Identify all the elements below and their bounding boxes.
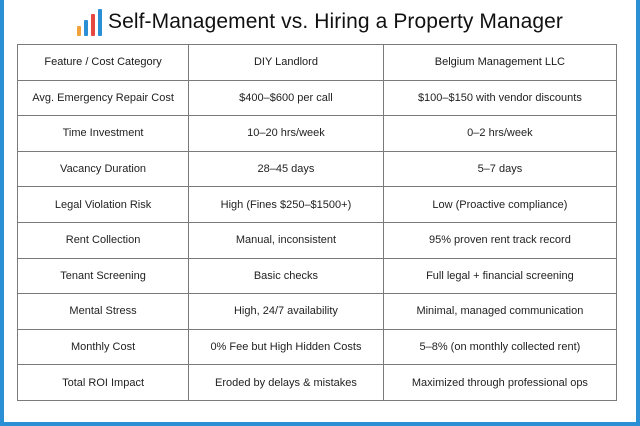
feature-cell: Monthly Cost xyxy=(18,329,189,365)
table-row xyxy=(18,365,617,401)
table-row xyxy=(18,116,617,152)
diy-landlord-cell: 0% Fee but High Hidden Costs xyxy=(189,329,384,365)
belgium-management-cell: Minimal, managed communication xyxy=(383,294,616,330)
bar-chart-icon xyxy=(77,8,102,36)
belgium-management-cell: Maximized through professional ops xyxy=(383,365,616,401)
belgium-management-cell: 95% proven rent track record xyxy=(383,222,616,258)
table-body xyxy=(18,80,617,400)
table-row xyxy=(18,80,617,116)
belgium-management-cell: Full legal + financial screening xyxy=(383,258,616,294)
table-row xyxy=(18,187,617,223)
belgium-management-cell: 0–2 hrs/week xyxy=(383,116,616,152)
belgium-management-cell: 5–8% (on monthly collected rent) xyxy=(383,329,616,365)
feature-cell: Avg. Emergency Repair Cost xyxy=(18,80,189,116)
belgium-management-cell: Low (Proactive compliance) xyxy=(383,187,616,223)
table-header-row xyxy=(18,45,617,81)
diy-landlord-cell: 28–45 days xyxy=(189,151,384,187)
diy-landlord-cell: 10–20 hrs/week xyxy=(189,116,384,152)
feature-cell: Legal Violation Risk xyxy=(18,187,189,223)
diy-landlord-cell: High, 24/7 availability xyxy=(189,294,384,330)
table-row xyxy=(18,329,617,365)
diy-landlord-cell: Basic checks xyxy=(189,258,384,294)
feature-cell: Time Investment xyxy=(18,116,189,152)
belgium-management-cell: 5–7 days xyxy=(383,151,616,187)
page-header xyxy=(0,0,640,44)
diy-landlord-cell: Eroded by delays & mistakes xyxy=(189,365,384,401)
feature-cell: Vacancy Duration xyxy=(18,151,189,187)
table-row xyxy=(18,258,617,294)
column-header-feature: Feature / Cost Category xyxy=(18,45,189,81)
feature-cell: Total ROI Impact xyxy=(18,365,189,401)
table-row xyxy=(18,222,617,258)
feature-cell: Mental Stress xyxy=(18,294,189,330)
diy-landlord-cell: $400–$600 per call xyxy=(189,80,384,116)
diy-landlord-cell: Manual, inconsistent xyxy=(189,222,384,258)
table-row xyxy=(18,294,617,330)
diy-landlord-cell: High (Fines $250–$1500+) xyxy=(189,187,384,223)
page-title: Self-Management vs. Hiring a Property Manager xyxy=(107,10,564,33)
feature-cell: Tenant Screening xyxy=(18,258,189,294)
column-header-diy-landlord: DIY Landlord xyxy=(189,45,384,81)
feature-cell: Rent Collection xyxy=(18,222,189,258)
belgium-management-cell: $100–$150 with vendor discounts xyxy=(383,80,616,116)
table-row xyxy=(18,151,617,187)
comparison-table xyxy=(17,44,617,401)
column-header-belgium-management: Belgium Management LLC xyxy=(383,45,616,81)
